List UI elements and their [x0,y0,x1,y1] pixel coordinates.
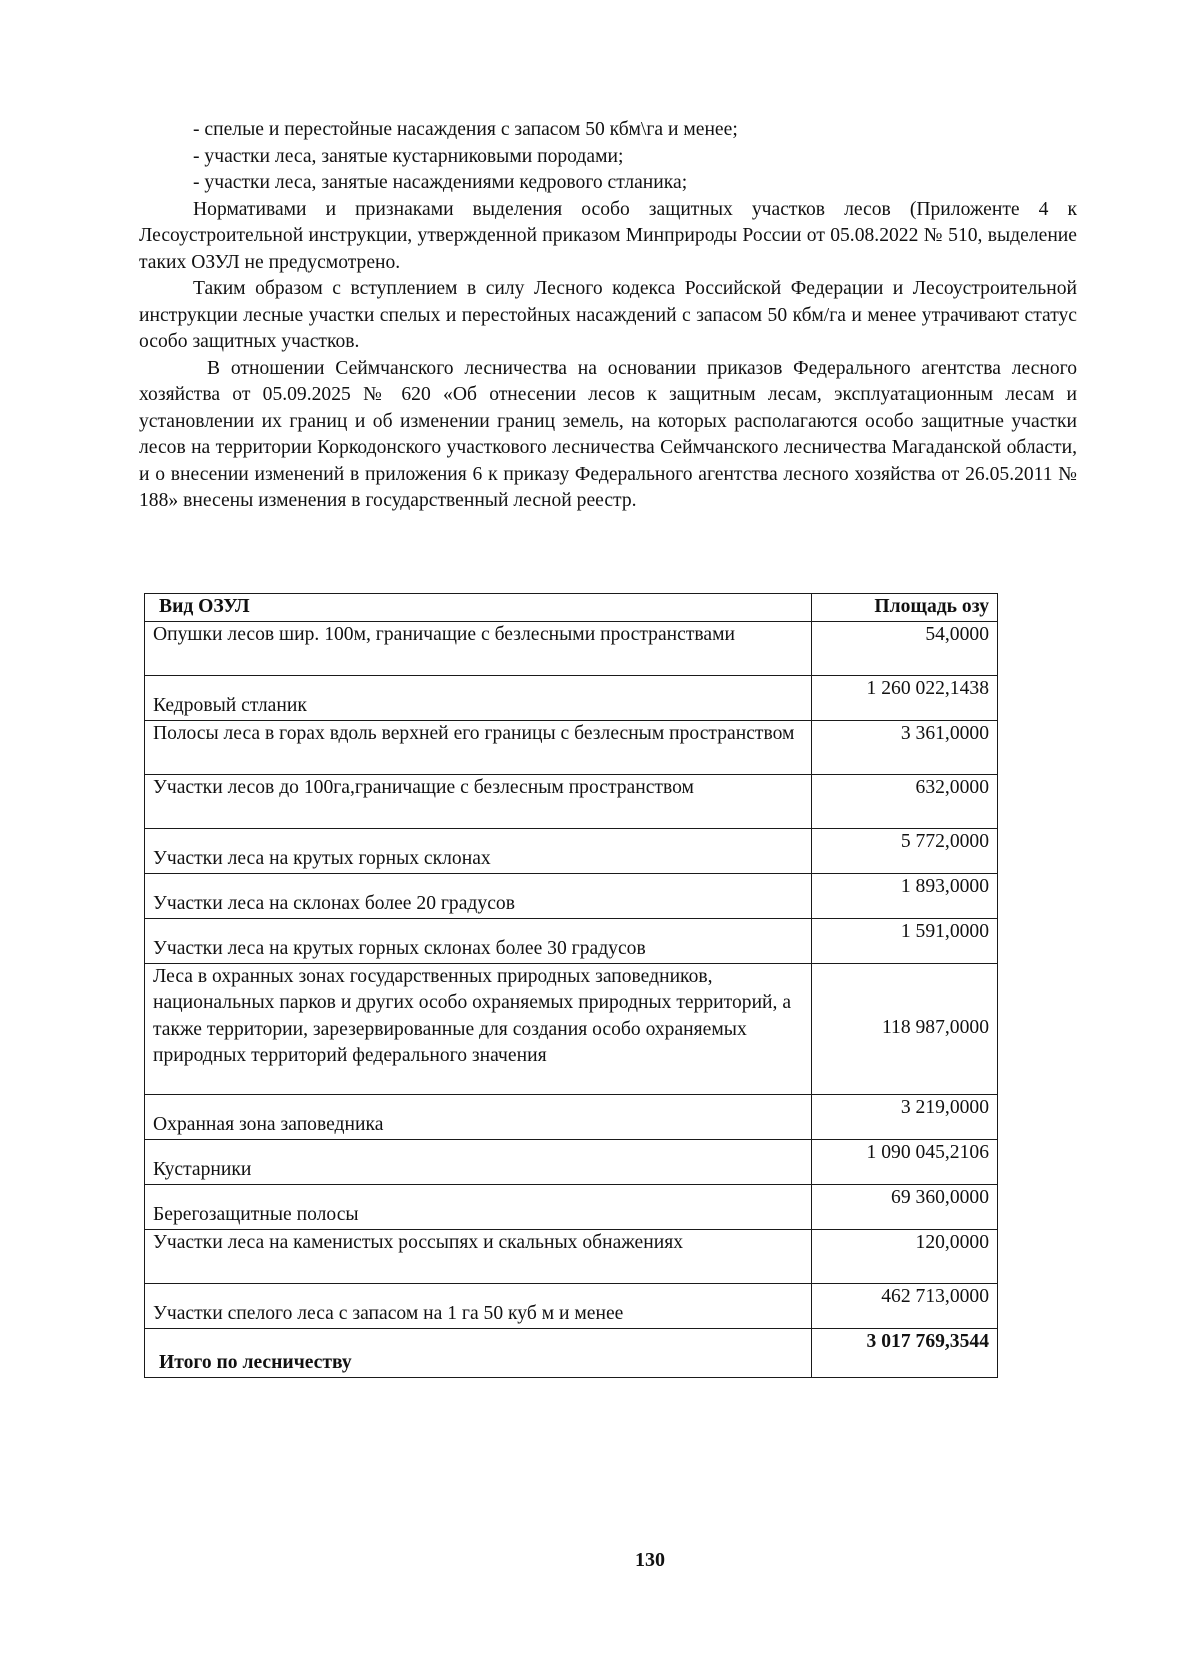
cell-area: 462 713,0000 [812,1283,998,1328]
total-label: Итого по лесничеству [145,1328,812,1377]
cell-area: 1 090 045,2106 [812,1139,998,1184]
table-row [145,828,998,873]
table-row [145,1229,998,1283]
table-row [145,1283,998,1328]
cell-area: 3 219,0000 [812,1094,998,1139]
cell-type: Участки леса на крутых горных склонах [145,828,812,873]
table-row [145,621,998,675]
bullet-item: - участки леса, занятые насаждениями кедрового стланика; [193,172,688,193]
cell-type: Кедровый стланик [145,675,812,720]
cell-type: Кустарники [145,1139,812,1184]
cell-area: 1 591,0000 [812,918,998,963]
table-row [145,963,998,1094]
cell-area: 54,0000 [812,621,998,675]
bullet-item: - участки леса, занятые кустарниковыми породами; [193,145,624,167]
cell-type: Участки спелого леса с запасом на 1 га 50 куб м и менее [145,1283,812,1328]
column-header-type: Вид ОЗУЛ [145,594,812,622]
paragraph: Таким образом с вступлением в силу Лесного кодекса Российской Федерации и Лесоустроительной инструкции лесные участки спелых и перестойных насаждений с запасом 50 кбм/га и менее утрачивают статус особо защитных участков. [139,278,1077,352]
cell-area: 1 260 022,1438 [812,675,998,720]
table-total-row [145,1328,998,1377]
total-area: 3 017 769,3544 [812,1328,998,1377]
column-header-area: Площадь озу [812,594,998,622]
table-header-row [145,594,998,622]
paragraph: В отношении Сеймчанского лесничества на основании приказов Федерального агентства лесного хозяйства от 05.09.2025 № 620 «Об отнесении лесов к защитным лесам, эксплуатационным лесам и установлении их границ и об изменении границ земель, на которых располагаются особо защитные участки лесов на территории Коркодонского участкового лесничества Сеймчанского лесничества Магаданской области, и о внесении изменений в приложения 6 к приказу Федерального агентства лесного хозяйства от 26.05.2011 № 188» внесены изменения в государственный лесной реестр. [139,357,1077,511]
table-row [145,1184,998,1229]
cell-area: 69 360,0000 [812,1184,998,1229]
cell-type: Охранная зона заповедника [145,1094,812,1139]
cell-type: Участки леса на крутых горных склонах более 30 градусов [145,918,812,963]
body-text [139,117,1077,515]
table-row [145,918,998,963]
bullet-item: - спелые и перестойные насаждения с запасом 50 кбм\га и менее; [193,119,738,140]
table-row [145,873,998,918]
table-row [145,1094,998,1139]
cell-area: 120,0000 [812,1229,998,1283]
cell-area: 632,0000 [812,774,998,828]
cell-type: Участки леса на каменистых россыпях и скальных обнажениях [145,1229,812,1283]
cell-area: 1 893,0000 [812,873,998,918]
cell-area: 118 987,0000 [812,963,998,1094]
page-number: 130 [635,1549,665,1571]
table-row [145,1139,998,1184]
cell-type: Опушки лесов шир. 100м, граничащие с безлесными пространствами [145,621,812,675]
ozul-area-table [144,593,998,1378]
cell-type: Леса в охранных зонах государственных природных заповедников, национальных парков и других особо охраняемых природных территорий, а также территории, зарезервированные для создания особо охраняемых природных территорий федерального значения [145,963,812,1094]
cell-type: Полосы леса в горах вдоль верхней его границы с безлесным пространством [145,720,812,774]
table-row [145,774,998,828]
cell-type: Берегозащитные полосы [145,1184,812,1229]
cell-area: 3 361,0000 [812,720,998,774]
cell-type: Участки леса на склонах более 20 градусов [145,873,812,918]
paragraph: Нормативами и признаками выделения особо защитных участков лесов (Приложенте 4 к Лесоустроительной инструкции, утвержденной приказом Минприроды России от 05.08.2022 № 510, выделение таких ОЗУЛ не предусмотрено. [139,198,1077,273]
table-row [145,675,998,720]
table-row [145,720,998,774]
cell-type: Участки лесов до 100га,граничащие с безлесным пространством [145,774,812,828]
cell-area: 5 772,0000 [812,828,998,873]
